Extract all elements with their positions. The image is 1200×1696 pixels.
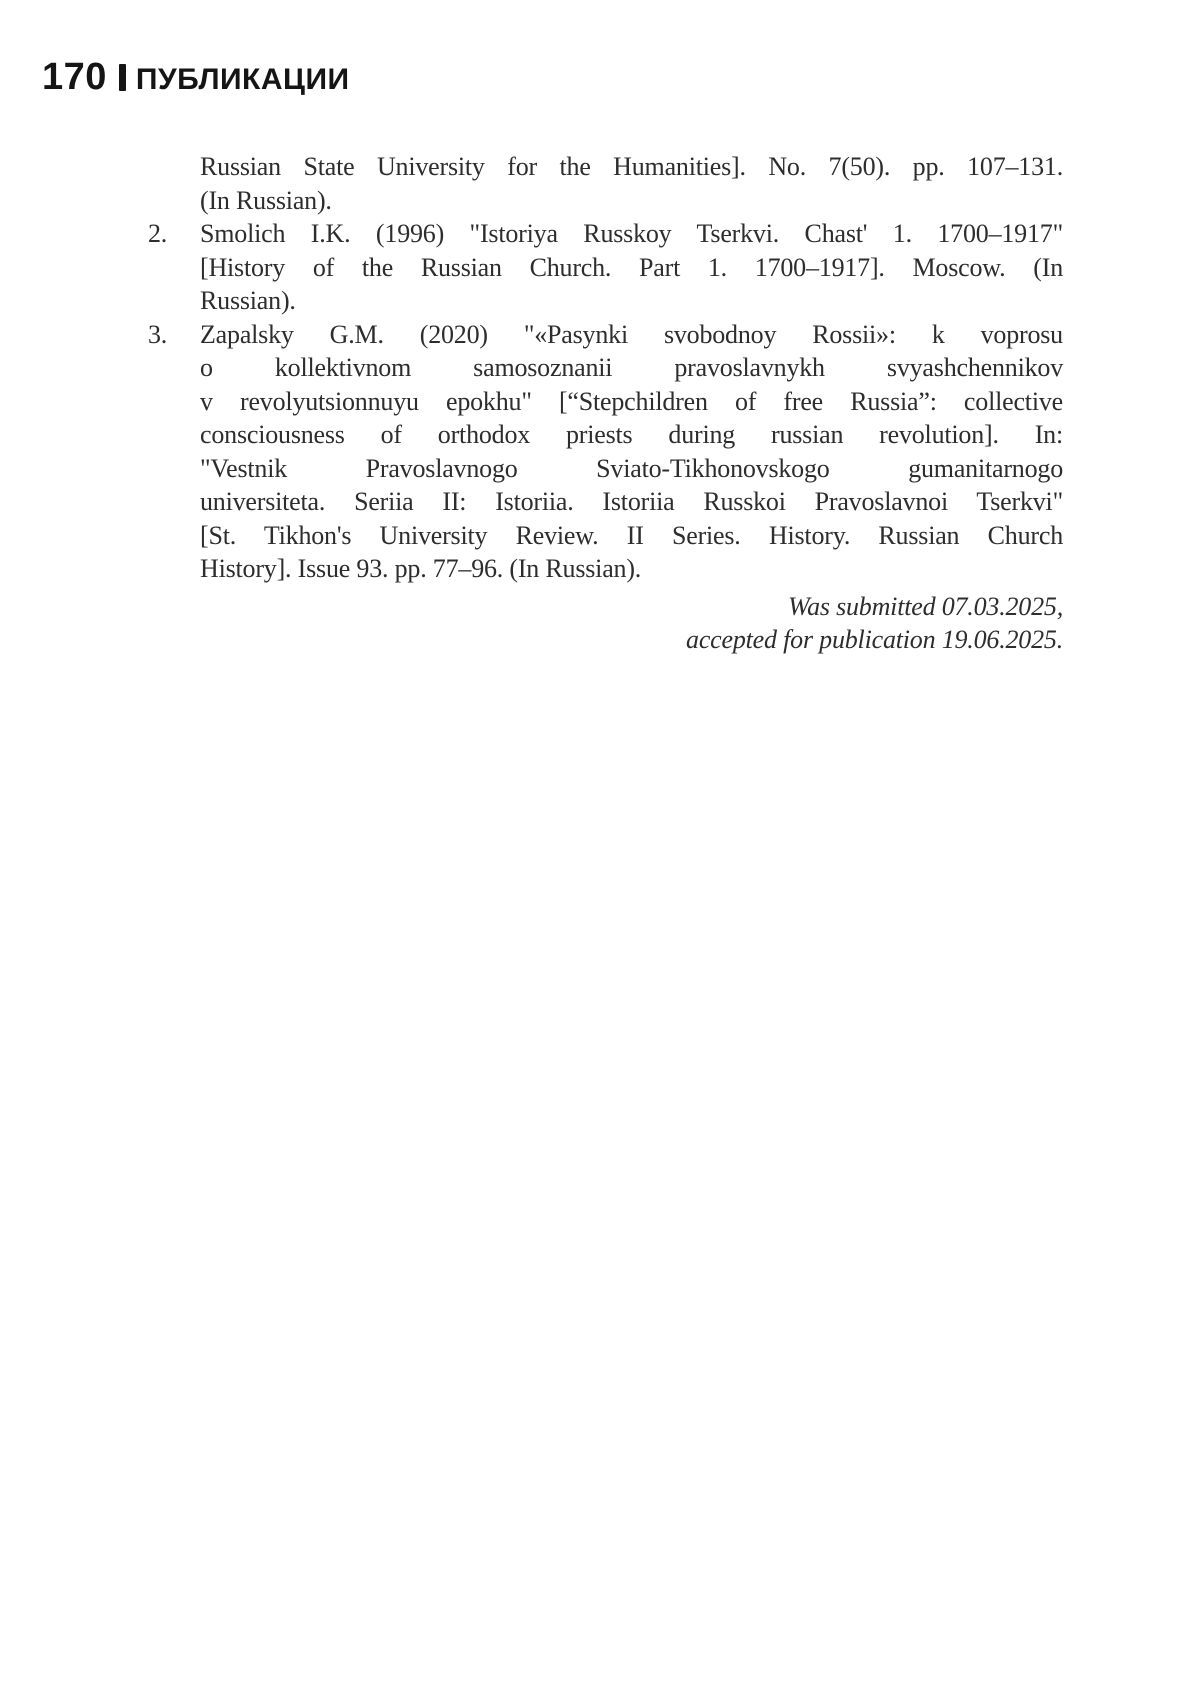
submitted-date-line: Was submitted 07.03.2025, bbox=[788, 591, 1063, 621]
reference-item-1-continuation bbox=[148, 150, 1063, 217]
reference-list bbox=[148, 150, 1063, 657]
reference-text bbox=[200, 217, 1063, 318]
reference-line: "Vestnik Pravoslavnogo Sviato-Tikhonovskogo gumanitarnogo bbox=[200, 453, 1063, 483]
reference-line: universiteta. Seriia II: Istoriia. Istoriia Russkoi Pravoslavnoi Tserkvi" bbox=[200, 487, 1063, 516]
page-number: 170 bbox=[42, 56, 107, 98]
reference-number: 3. bbox=[148, 319, 168, 349]
reference-line: Russian). bbox=[200, 286, 296, 315]
reference-line: consciousness of orthodox priests during russian revolution]. In: bbox=[200, 420, 1063, 449]
reference-line: (In Russian). bbox=[200, 185, 332, 215]
page-header bbox=[42, 56, 350, 99]
reference-text bbox=[200, 318, 1063, 586]
reference-item-2 bbox=[148, 217, 1063, 318]
reference-line: v revolyutsionnuyu epokhu" [“Stepchildren of free Russia”: collective bbox=[200, 386, 1063, 416]
accepted-date-line: accepted for publication 19.06.2025. bbox=[686, 625, 1063, 654]
reference-item-3 bbox=[148, 318, 1063, 586]
reference-line: [St. Tikhon's University Review. II Series. History. Russian Church bbox=[200, 520, 1063, 550]
submission-note bbox=[148, 590, 1063, 657]
reference-line: o kollektivnom samosoznanii pravoslavnykh svyashchennikov bbox=[200, 353, 1063, 382]
section-title: ПУБЛИКАЦИИ bbox=[135, 63, 350, 96]
reference-line: [History of the Russian Church. Part 1. 1700–1917]. Moscow. (In bbox=[200, 252, 1063, 282]
reference-line: Russian State University for the Humanities]. No. 7(50). pp. 107–131. bbox=[200, 152, 1063, 181]
reference-line: History]. Issue 93. pp. 77–96. (In Russian). bbox=[200, 554, 642, 583]
reference-number: 2. bbox=[148, 219, 168, 248]
reference-line: Smolich I.K. (1996) "Istoriya Russkoy Tserkvi. Chast' 1. 1700–1917" bbox=[200, 219, 1063, 248]
reference-text bbox=[200, 150, 1063, 217]
reference-line: Zapalsky G.M. (2020) "«Pasynki svobodnoy Rossii»: k voprosu bbox=[200, 319, 1063, 349]
header-separator-bar bbox=[119, 64, 126, 91]
